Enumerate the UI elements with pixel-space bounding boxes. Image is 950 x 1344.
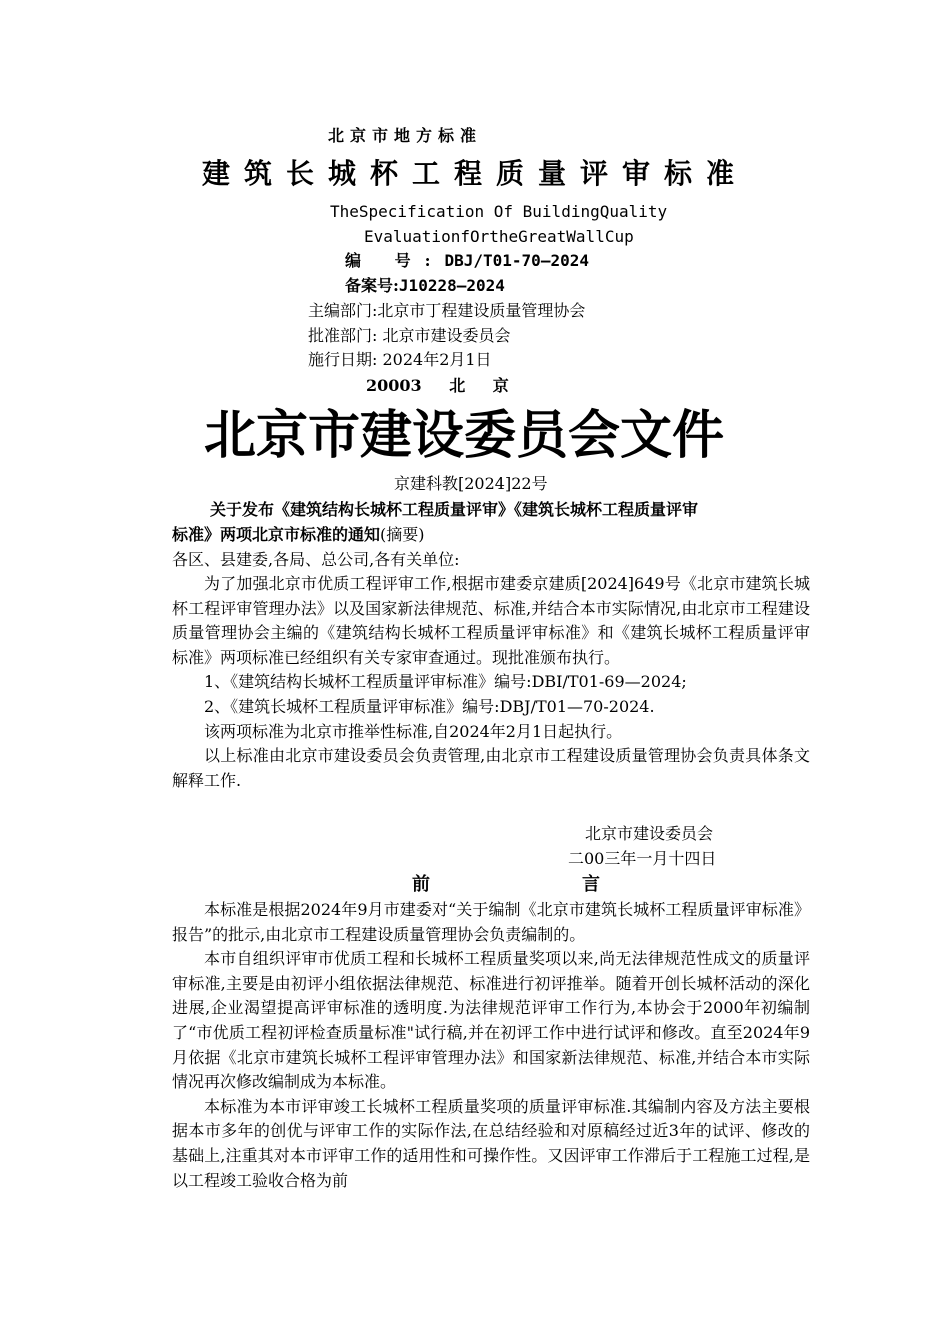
notice-title-line-2 <box>172 523 425 547</box>
notice-paragraph: 以上标准由北京市建设委员会负责管理,由北京市工程建设质量管理协会负责具体条文解释工作. <box>172 746 810 790</box>
foreword-heading-2: 言 <box>582 874 600 895</box>
foreword-paragraph: 本标准是根据2024年9月市建委对“关于编制《北京市建筑长城杯工程质量评审标准》报告”的批示,由北京市工程建设质量管理协会负责编制的。 <box>172 900 810 944</box>
code-label: 编 号: <box>345 251 445 270</box>
notice-body <box>172 572 810 793</box>
notice-addressee: 各区、县建委,各局、总公司,各有关单位: <box>172 550 460 569</box>
foreword-paragraph: 本标准为本市评审竣工长城杯工程质量奖项的质量评审标准.其编制内容及方法主要根据本市多年的创优与评审工作的实际作法,在总结经验和对原稿经过近3年的试评、修改的基础上,注重其对本市评审工作的适用性和可操作性。又因评审工作滞后于工程施工过程,是以工程竣工验收合格为前 <box>172 1096 810 1190</box>
foreword-heading-1: 前 <box>412 874 430 895</box>
approval-department: 批准部门: 北京市建设委员会 <box>308 326 511 345</box>
editor-department: 主编部门:北京市丁程建设质量管理协会 <box>308 301 586 320</box>
notice-title-note: (摘要) <box>380 525 425 544</box>
notice-paragraph: 该两项标准为北京市推举性标准,自2024年2月1日起执行。 <box>204 721 623 741</box>
org-heading: 北京市建设委员会文件 <box>204 406 725 466</box>
notice-title-line-1: 关于发布《建筑结构长城杯工程质量评审》《建筑长城杯工程质量评审 <box>210 500 699 519</box>
foreword-body <box>172 898 810 1193</box>
code-value: DBJ/T01-70—2024 <box>444 251 589 270</box>
standard-code <box>345 249 589 273</box>
record-number <box>345 274 505 298</box>
standard-type: 北京市地方标准 <box>328 126 483 145</box>
standard-title: 建筑长城杯工程质量评审标准 <box>202 157 749 190</box>
document-number: 京建科教[2024]22号 <box>394 474 548 493</box>
foreword-paragraph: 本市自组织评审市优质工程和长城杯工程质量奖项以来,尚无法律规范性成文的质量评审标准,主要是由初评小组依据法律规范、标准进行初评推举。随着开创长城杯活动的深化进展,企业渴望提高评审标准的透明度.为法律规范评审工作行为,本协会于2000年初编制了“市优质工程初评检查质量标准"试行稿,并在初评工作中进行试评和修改。直至2024年9月依据《北京市建筑长城杯工程评审管理办法》和国家新法律规范、标准,并结合本市实际情况再次修改编制成为本标准。 <box>172 949 810 1092</box>
signature: 北京市建设委员会 <box>585 824 714 843</box>
notice-item-2: 2、《建筑长城杯工程质量评审标准》编号:DBJ/T01—70-2024. <box>204 696 655 716</box>
effective-date: 施行日期: 2024年2月1日 <box>308 350 492 369</box>
notice-paragraph: 为了加强北京市优质工程评审工作,根据市建委京建质[2024]649号《北京市建筑长城杯工程评审管理办法》以及国家新法律规范、标准,并结合本市实际情况,由北京市工程建设质量管理协会主编的《建筑结构长城杯工程质量评审标准》和《建筑长城杯工程质量评审标准》两项标准已经组织有关专家审查通过。现批准颁布执行。 <box>172 574 810 667</box>
notice-title-text: 标准》两项北京市标准的通知 <box>172 525 381 544</box>
record-label: 备案号: <box>345 276 399 295</box>
signature-date: 二00三年一月十四日 <box>568 849 717 868</box>
record-value: J10228—2024 <box>398 276 505 295</box>
publish-place: 20003 北 京 <box>366 376 509 395</box>
notice-item-1: 1、《建筑结构长城杯工程质量评审标准》编号:DBI/T01-69—2024; <box>204 672 687 692</box>
english-title-line-1: TheSpecification Of BuildingQuality <box>330 202 668 221</box>
english-title-line-2: EvaluationfOrtheGreatWallCup <box>364 227 634 246</box>
